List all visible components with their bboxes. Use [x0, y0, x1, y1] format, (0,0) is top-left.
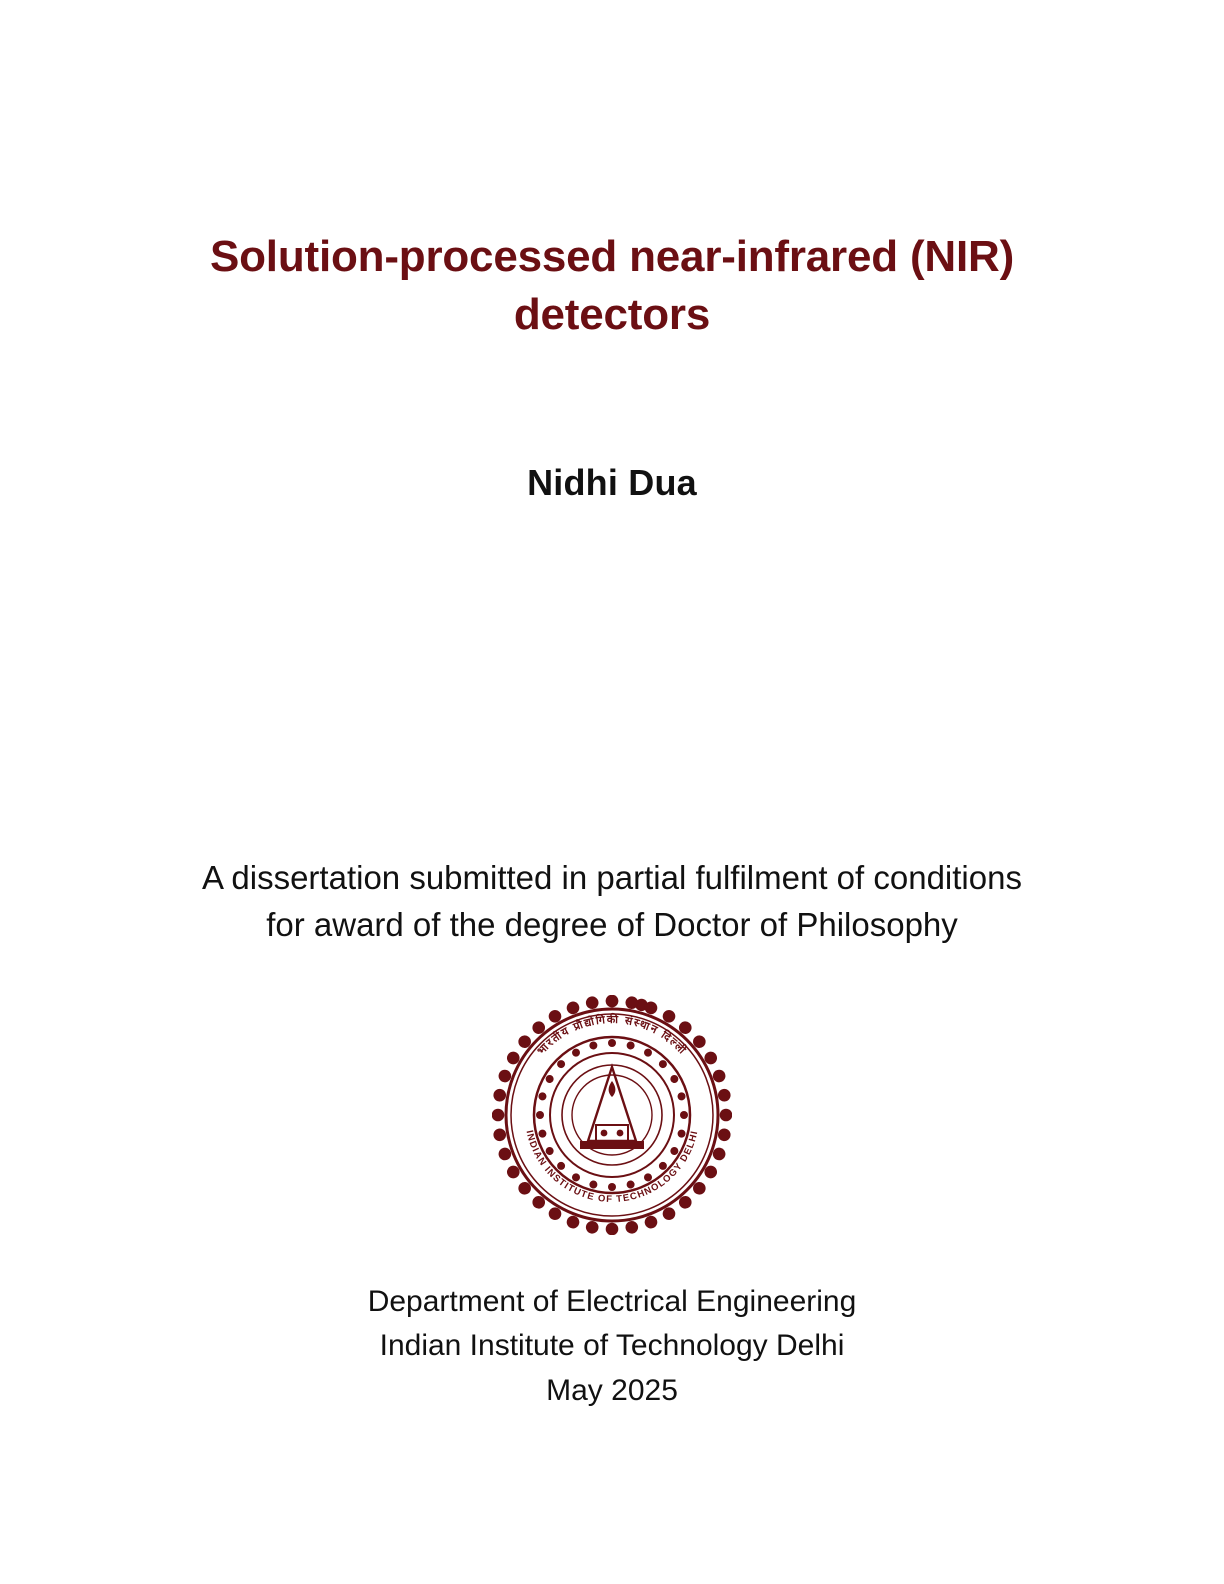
- department-name: Department of Electrical Engineering: [367, 1285, 857, 1318]
- svg-text:INDIAN INSTITUTE OF TECHNOLOGY: INDIAN INSTITUTE OF TECHNOLOGY DELHI: [523, 1129, 701, 1206]
- degree-statement-line-2: for award of the degree of Doctor of Philosophy: [266, 905, 958, 943]
- page-title: Solution-processed near-infrared (NIR) detectors: [209, 232, 1015, 340]
- degree-statement: [112, 855, 1112, 949]
- author-name: Nidhi Dua: [527, 462, 697, 503]
- institute-name: Indian Institute of Technology Delhi: [379, 1329, 845, 1363]
- svg-text:भारतीय प्रौद्योगिकी संस्थान दि: भारतीय प्रौद्योगिकी संस्थान दिल्ली: [535, 1013, 689, 1058]
- submission-date: May 2025: [546, 1373, 678, 1407]
- footer-block: [150, 1280, 1074, 1413]
- degree-statement-line-1: A dissertation submitted in partial fulfilment of conditions: [202, 859, 1022, 896]
- institution-logo-icon: [492, 995, 732, 1235]
